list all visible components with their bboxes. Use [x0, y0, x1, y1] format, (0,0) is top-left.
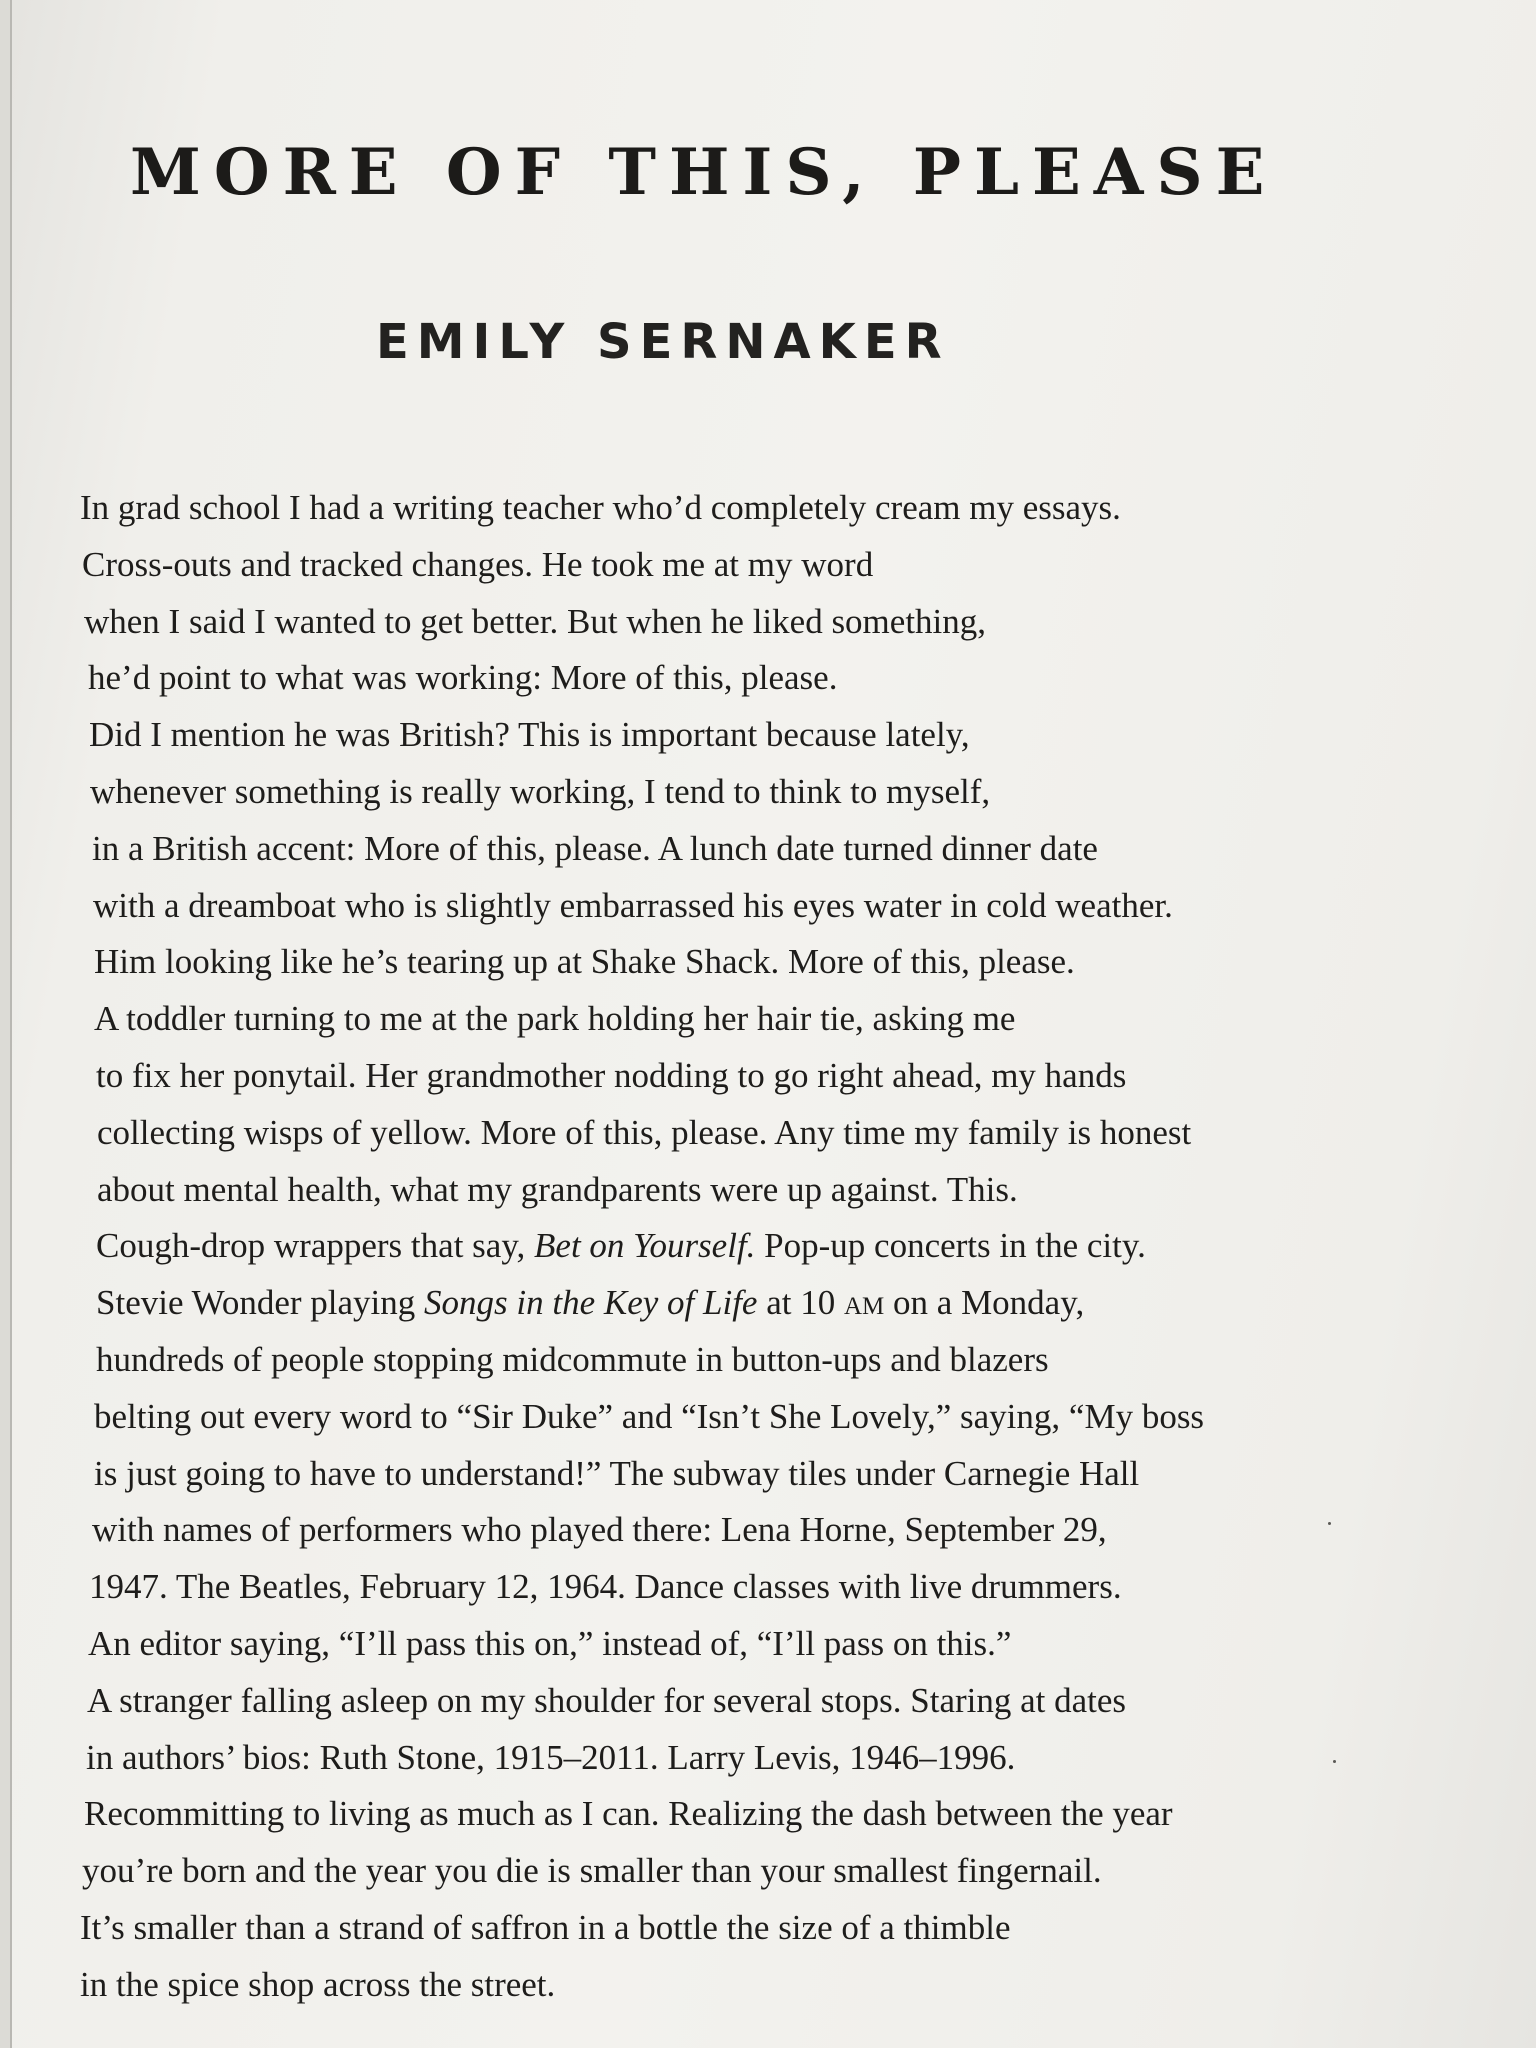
poem-line: Recommitting to living as much as I can. Realizing the dash between the year: [84, 1794, 1173, 1834]
poem-line: It’s smaller than a strand of saffron in a bottle the size of a thimble: [80, 1907, 1011, 1947]
poem-line: [96, 1218, 1420, 1275]
author-name: EMILY SERNAKER: [376, 314, 950, 370]
poem-line: Cross-outs and tracked changes. He took me at my word: [82, 544, 874, 584]
line-text: Pop-up concerts in the city.: [755, 1226, 1146, 1266]
poem-line: when I said I wanted to get better. But when he liked something,: [84, 601, 987, 641]
poem-line: in the spice shop across the street.: [80, 1964, 556, 2004]
poem-line: Him looking like he’s tearing up at Shake Shack. More of this, please.: [94, 942, 1075, 982]
line-text: Stevie Wonder playing: [96, 1283, 425, 1323]
poem-line: hundreds of people stopping midcommute in button-ups and blazers: [96, 1339, 1049, 1379]
poem-line: with a dreamboat who is slightly embarrassed his eyes water in cold weather.: [93, 885, 1173, 925]
poem-line: [96, 1275, 1420, 1332]
poem-line: An editor saying, “I’ll pass this on,” instead of, “I’ll pass on this.”: [88, 1623, 1012, 1663]
poem-line: whenever something is really working, I tend to think to myself,: [90, 771, 991, 811]
line-text: on a Monday,: [884, 1283, 1085, 1323]
italic-title: Songs in the Key of Life: [424, 1283, 758, 1323]
paper-speck: [1333, 1760, 1336, 1763]
poem-line: in a British accent: More of this, please. A lunch date turned dinner date: [92, 828, 1098, 868]
paper-speck: [1328, 1522, 1331, 1525]
poem-line: in authors’ bios: Ruth Stone, 1915–2011. Larry Levis, 1946–1996.: [86, 1737, 1016, 1777]
poem-line: to fix her ponytail. Her grandmother nodding to go right ahead, my hands: [96, 1055, 1127, 1095]
poem-line: you’re born and the year you die is smaller than your smallest fingernail.: [82, 1851, 1102, 1891]
italic-title: Bet on Yourself.: [534, 1226, 756, 1266]
poem-body: [80, 480, 1420, 2014]
poem-line: A stranger falling asleep on my shoulder for several stops. Staring at dates: [87, 1680, 1127, 1720]
poem-line: is just going to have to understand!” The subway tiles under Carnegie Hall: [94, 1453, 1140, 1493]
line-text: Cough-drop wrappers that say,: [96, 1226, 535, 1266]
poem-title: MORE OF THIS, PLEASE: [130, 135, 1278, 210]
poem-line: 1947. The Beatles, February 12, 1964. Dance classes with live drummers.: [89, 1567, 1122, 1607]
poem-line: belting out every word to “Sir Duke” and “Isn’t She Lovely,” saying, “My boss: [94, 1396, 1205, 1436]
poem-line: In grad school I had a writing teacher who’d completely cream my essays.: [80, 488, 1121, 527]
poem-line: he’d point to what was working: More of this, please.: [88, 658, 838, 698]
poem-line: with names of performers who played there: Lena Horne, September 29,: [92, 1510, 1107, 1550]
page-edge: [0, 0, 12, 2048]
line-text: at 10: [757, 1283, 844, 1323]
poem-line: collecting wisps of yellow. More of this, please. Any time my family is honest: [97, 1112, 1192, 1152]
poem-line: about mental health, what my grandparents were up against. This.: [97, 1169, 1018, 1209]
poem-line: A toddler turning to me at the park holding her hair tie, asking me: [94, 999, 1016, 1039]
poem-line: Did I mention he was British? This is important because lately,: [89, 715, 970, 755]
small-caps-am: am: [843, 1283, 885, 1323]
